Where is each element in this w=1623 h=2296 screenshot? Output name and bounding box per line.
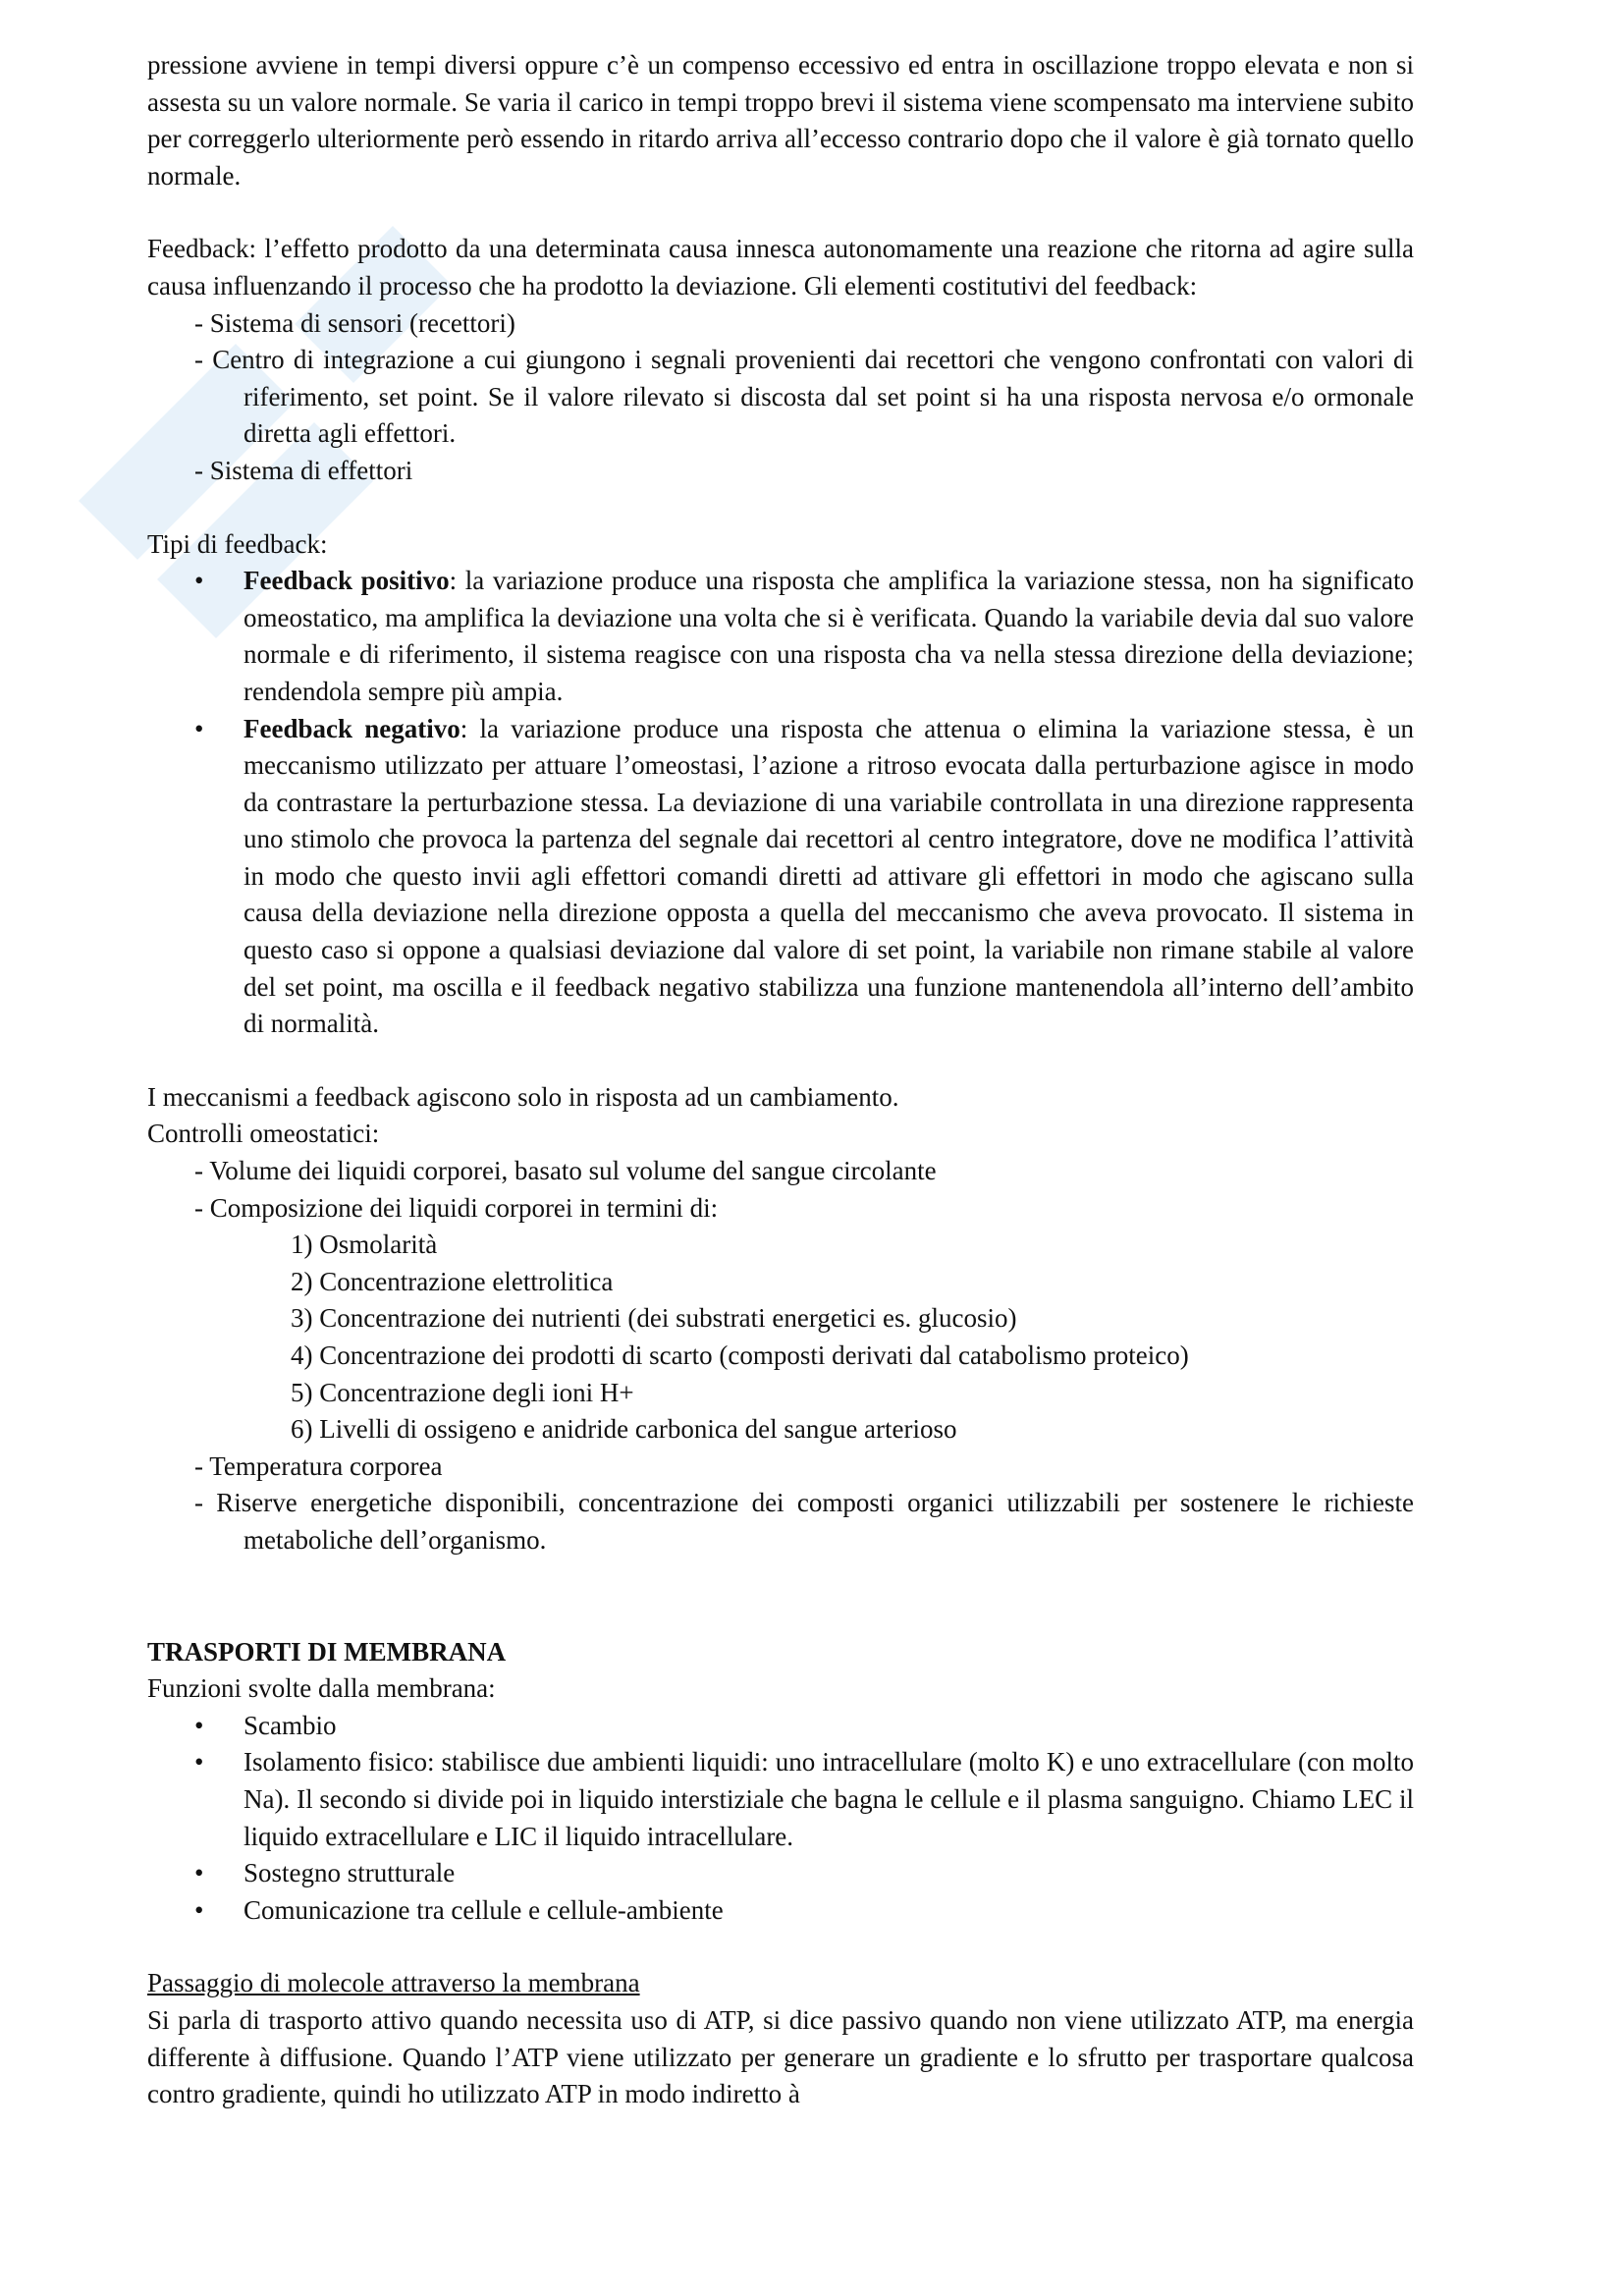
bullet-icon: • bbox=[194, 1747, 204, 1777]
positive-feedback-term: Feedback positivo bbox=[243, 566, 450, 596]
feedback-definition: Feedback: l’effetto prodotto da una determinata causa innesca autonomamente una reazione che ritorna ad agire sulla causa influenzando il processo che ha prodotto la deviazione. Gli elementi costitutivi del feedback: bbox=[147, 234, 1414, 301]
intro-paragraph: pressione avviene in tempi diversi oppure c’è un compenso eccessivo ed entra in oscillazione troppo elevata e non si assesta su un valore normale. Se varia il carico in tempi troppo brevi il sistema viene scompensato ma interviene subito per correggerlo ulteriormente però essendo in ritardo arriva all’eccesso contrario dopo che il valore è già tornato quello normale. bbox=[147, 50, 1414, 191]
negative-feedback-text: : la variazione produce una risposta che attenua o elimina la variazione stessa, è un meccanismo utilizzato per attuare l’omeostasi, l’azione a ritroso evocata dalla perturbazione agisce in modo da contrastare la perturbazione stessa. La deviazione di una variabile controllata in una direzione rappresenta uno stimolo che provoca la partenza del segnale dai recettori al centro integratore, dove ne modifica l’attività in modo che questo invii agli effettori comandi diretti ad attivare gli effettori in modo che agiscano sulla causa della deviazione nella direzione opposta a quella del meccanismo che aveva provocato. Il sistema in questo caso si oppone a qualsiasi deviazione dal valore di set point, la variabile non rimane stabile al valore del set point, ma oscilla e il feedback negativo stabilizza una funzione mantenendola all’interno dell’ambito di normalità. bbox=[243, 713, 1414, 1039]
negative-feedback-term: Feedback negativo bbox=[243, 713, 460, 743]
section-title: TRASPORTI DI MEMBRANA bbox=[147, 1636, 507, 1667]
negative-feedback-item bbox=[147, 711, 1414, 1043]
positive-feedback-item bbox=[147, 563, 1414, 710]
passage-heading: Passaggio di molecole attraverso la membrana bbox=[147, 1968, 640, 1998]
controls-heading: Controlli omeostatici: bbox=[147, 1119, 380, 1149]
numbered-item: 5) Concentrazione degli ioni H+ bbox=[291, 1377, 634, 1407]
numbered-item: 6) Livelli di ossigeno e anidride carbonica del sangue arterioso bbox=[291, 1414, 957, 1445]
passage-paragraph: Si parla di trasporto attivo quando necessita uso di ATP, si dice passivo quando non viene utilizzato ATP, ma energia differente à diffusione. Quando l’ATP viene utilizzato per generare un gradiente e lo sfrutto per trasportare qualcosa contro gradiente, quindi ho utilizzato ATP in modo indiretto à bbox=[147, 2004, 1414, 2109]
numbered-item: 1) Osmolarità bbox=[291, 1230, 438, 1260]
element-effectors: - Sistema di effettori bbox=[194, 455, 413, 485]
functions-heading: Funzioni svolte dalla membrana: bbox=[147, 1673, 496, 1704]
bullet-icon: • bbox=[194, 1710, 204, 1740]
positive-feedback-text: : la variazione produce una risposta che amplifica la variazione stessa, non ha significato omeostatico, ma amplifica la deviazione una volta che si è verificata. Quando la variabile devia dal suo valore normale e di riferimento, il sistema reagisce con una risposta cha va nella stessa direzione della deviazione; rendendola sempre più ampia. bbox=[243, 566, 1414, 706]
control-temperature: - Temperatura corporea bbox=[194, 1450, 443, 1481]
bullet-icon: • bbox=[194, 713, 204, 743]
control-volume: - Volume dei liquidi corporei, basato sul volume del sangue circolante bbox=[194, 1156, 937, 1186]
element-sensors: - Sistema di sensori (recettori) bbox=[194, 307, 515, 338]
bullet-icon: • bbox=[194, 1858, 204, 1888]
numbered-item: 2) Concentrazione elettrolitica bbox=[291, 1266, 614, 1296]
mechanisms-sentence: I meccanismi a feedback agiscono solo in risposta ad un cambiamento. bbox=[147, 1081, 899, 1112]
control-reserves: - Riserve energetiche disponibili, concentrazione dei composti organici utilizzabili per sostenere le richieste metaboliche dell’organismo. bbox=[194, 1488, 1414, 1555]
document-page bbox=[147, 47, 1414, 2113]
function-item: • Sostegno strutturale bbox=[147, 1855, 1414, 1892]
function-item: • Scambio bbox=[147, 1708, 1414, 1745]
element-integration-center: - Centro di integrazione a cui giungono i segnali provenienti dai recettori che vengono confrontati con valori di riferimento, set point. Se il valore rilevato si discosta dal set point si ha una risposta nervosa e/o ormonale diretta agli effettori. bbox=[194, 345, 1414, 449]
control-composition: - Composizione dei liquidi corporei in termini di: bbox=[194, 1192, 719, 1223]
numbered-item: 3) Concentrazione dei nutrienti (dei substrati energetici es. glucosio) bbox=[291, 1303, 1017, 1334]
function-item: • Comunicazione tra cellule e cellule-ambiente bbox=[147, 1892, 1414, 1930]
numbered-item: 4) Concentrazione dei prodotti di scarto (composti derivati dal catabolismo proteico) bbox=[291, 1340, 1189, 1370]
bullet-icon: • bbox=[194, 1894, 204, 1925]
function-item: • Isolamento fisico: stabilisce due ambienti liquidi: uno intracellulare (molto K) e uno extracellulare (con molto Na). Il secondo si divide poi in liquido interstiziale che bagna le cellule e il plasma sanguigno. Chiamo LEC il liquido extracellulare e LIC il liquido intracellulare. bbox=[147, 1744, 1414, 1855]
types-heading: Tipi di feedback: bbox=[147, 528, 328, 559]
bullet-icon: • bbox=[194, 566, 204, 596]
